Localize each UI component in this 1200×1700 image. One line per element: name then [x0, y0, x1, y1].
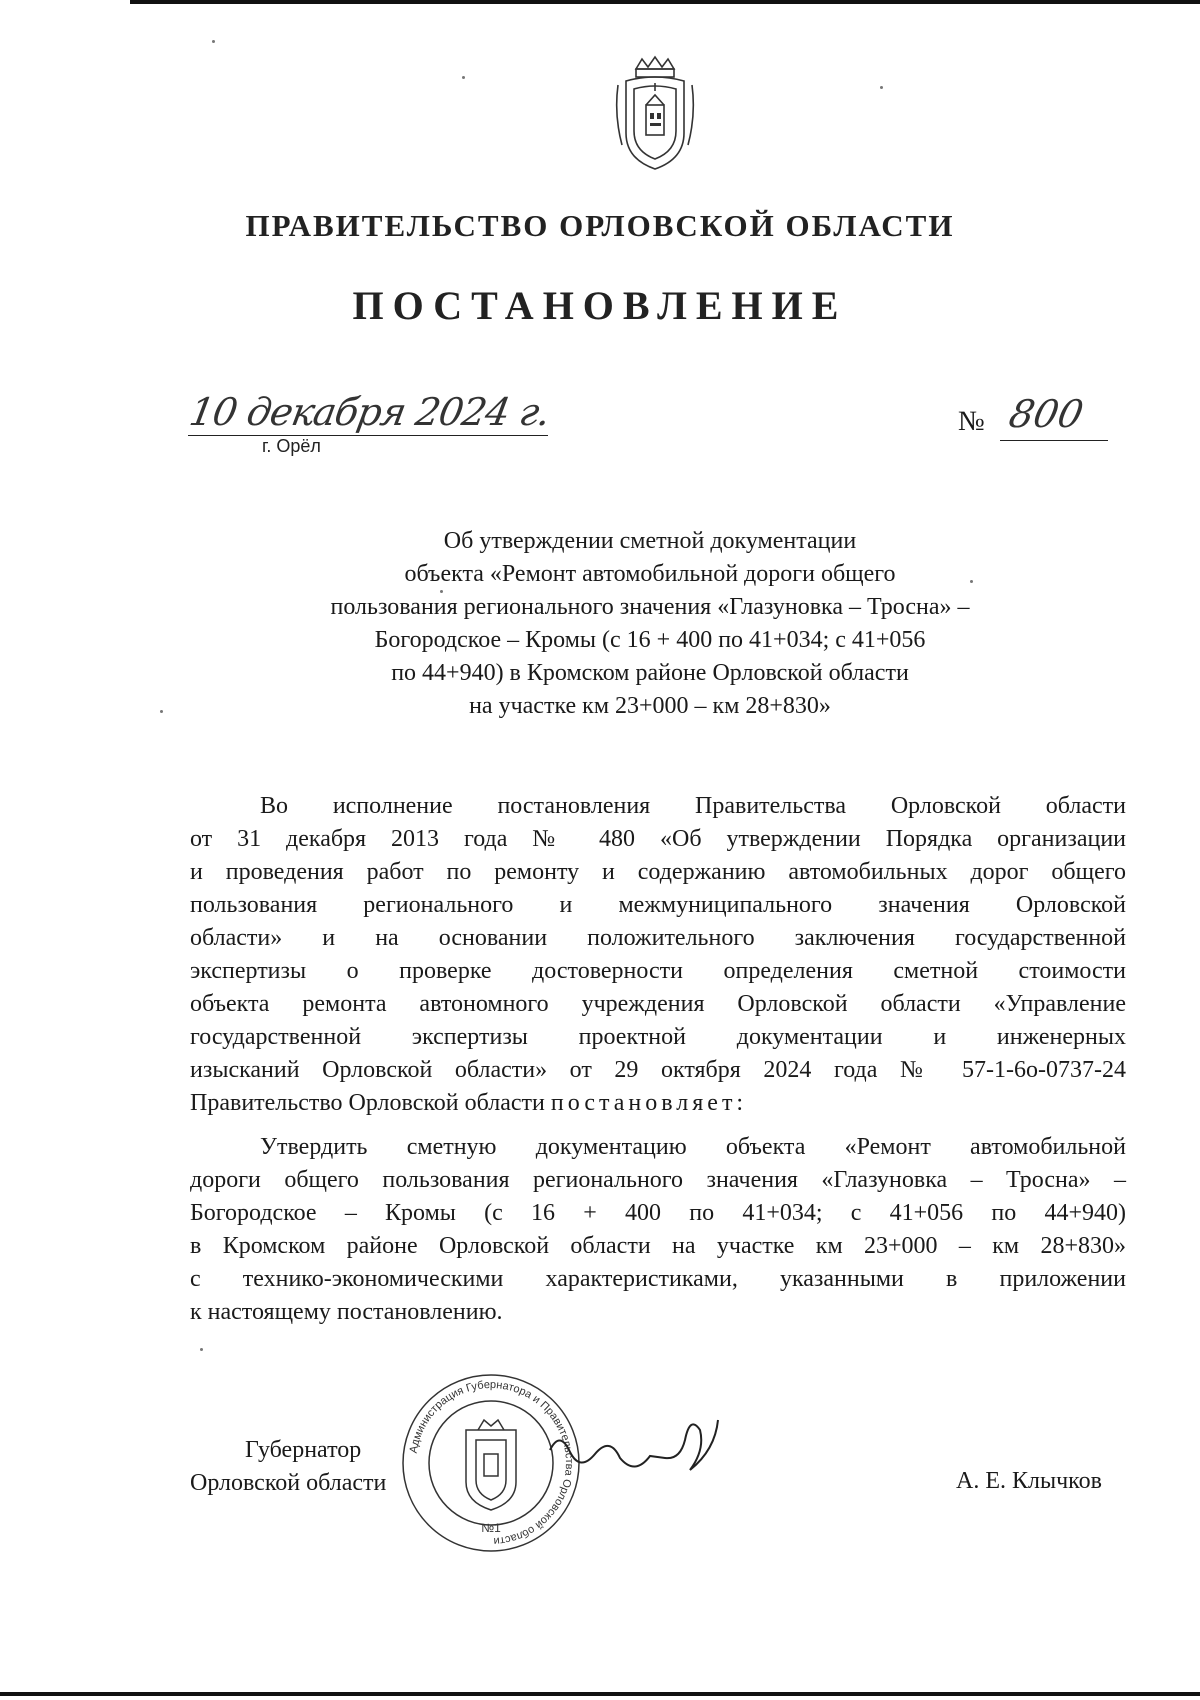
date-underline: [188, 435, 548, 436]
subject-line: пользования регионального значения «Глазуновка – Тросна» –: [330, 594, 970, 620]
preamble-paragraph: [190, 790, 1126, 1120]
bottom-border: [0, 1692, 1200, 1696]
paragraph-line: дороги общего пользования регионального значения «Глазуновка – Тросна» –: [190, 1167, 1126, 1193]
number-underline: [1000, 440, 1108, 441]
subject-line: Об утверждении сметной документации: [443, 528, 857, 554]
subject-line: Богородское – Кромы (с 16 + 400 по 41+034; с 41+056: [374, 627, 926, 653]
paragraph-line: Утвердить сметную документацию объекта «Ремонт автомобильной: [260, 1134, 1126, 1160]
paragraph-line: к настоящему постановлению.: [190, 1299, 503, 1325]
paragraph-line: от 31 декабря 2013 года № 480 «Об утверждении Порядка организации: [190, 826, 1126, 852]
document-type: ПОСТАНОВЛЕНИЕ: [352, 283, 848, 328]
city-label: г. Орёл: [262, 436, 321, 456]
seal-text: Администрация Губернатора и Правительства Орловской области: [407, 1378, 576, 1548]
paragraph-line: Во исполнение постановления Правительства Орловской области: [260, 793, 1126, 819]
handwritten-date: 10 декабря 2024 г.: [186, 390, 554, 434]
paragraph-line: экспертизы о проверке достоверности определения сметной стоимости: [190, 958, 1126, 984]
scan-speck: [462, 76, 465, 79]
position-line: Губернатор: [245, 1437, 362, 1463]
resolution-prefix: Правительство Орловской области: [190, 1090, 551, 1116]
handwritten-signature-icon: [540, 1410, 730, 1490]
scan-speck: [880, 86, 883, 89]
scan-speck: [200, 1348, 203, 1351]
signatory-name: А. Е. Клычков: [956, 1468, 1102, 1494]
handwritten-number: 800: [1005, 392, 1088, 436]
paragraph-line: области» и на основании положительного заключения государственной: [190, 925, 1126, 951]
paragraph-line: объекта ремонта автономного учреждения Орловской области «Управление: [190, 991, 1126, 1017]
resolution-paragraph: [190, 1131, 1126, 1329]
top-border: [130, 0, 1200, 4]
paragraph-line: пользования регионального и межмуниципального значения Орловской: [190, 892, 1126, 918]
document-subject: [250, 525, 1050, 723]
resolution-verb: постановляет:: [550, 1090, 748, 1116]
scan-speck: [212, 40, 215, 43]
subject-line: по 44+940) в Кромском районе Орловской области: [391, 660, 909, 686]
paragraph-line: в Кромском районе Орловской области на участке км 23+000 – км 28+830»: [190, 1233, 1126, 1259]
subject-line: на участке км 23+000 – км 28+830»: [469, 693, 831, 719]
paragraph-line: государственной экспертизы проектной документации и инженерных: [190, 1024, 1126, 1050]
scan-speck: [440, 590, 443, 593]
paragraph-line: изысканий Орловской области» от 29 октября 2024 года № 57-1-6о-0737-24: [190, 1057, 1126, 1083]
paragraph-line: и проведения работ по ремонту и содержанию автомобильных дорог общего: [190, 859, 1126, 885]
scan-speck: [160, 710, 163, 713]
paragraph-line: с технико-экономическими характеристиками, указанными в приложении: [190, 1266, 1126, 1292]
government-title: ПРАВИТЕЛЬСТВО ОРЛОВСКОЙ ОБЛАСТИ: [245, 208, 955, 243]
paragraph-line: Богородское – Кромы (с 16 + 400 по 41+034; с 41+056 по 44+940): [190, 1200, 1126, 1226]
coat-of-arms-icon: [612, 55, 698, 175]
signatory-position: [190, 1434, 386, 1500]
subject-line: объекта «Ремонт автомобильной дороги общего: [404, 561, 896, 587]
position-line: Орловской области: [190, 1470, 387, 1496]
paragraph-last-line: [190, 1087, 1126, 1120]
seal-number: №1: [481, 1521, 501, 1535]
scan-speck: [970, 580, 973, 583]
number-sign: №: [958, 406, 985, 437]
